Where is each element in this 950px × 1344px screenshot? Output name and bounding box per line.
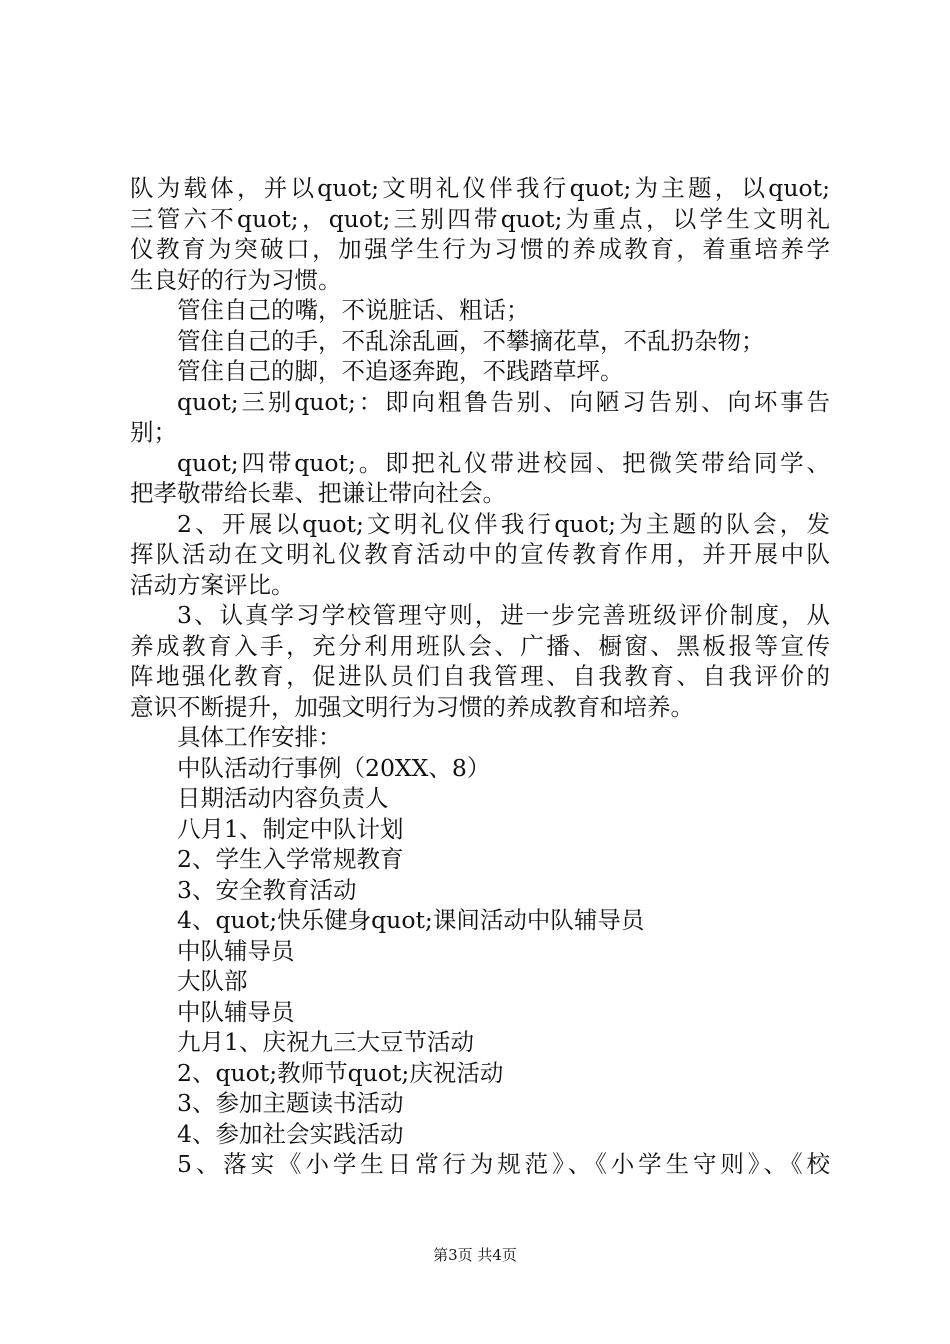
text-line: 管住自己的脚，不追逐奔跑，不践踏草坪。 (177, 357, 624, 385)
paragraph (130, 173, 830, 295)
text-line: 3、安全教育活动 (177, 875, 357, 904)
paragraph (130, 509, 830, 601)
paragraph (130, 936, 830, 967)
text-line: 生良好的行为习惯。 (130, 265, 342, 294)
text-line: 三管六不quot;，quot;三别四带quot;为重点，以学生文明礼 (130, 204, 830, 233)
text-line: 养成教育入手，充分利用班队会、广播、橱窗、黑板报等宣传 (130, 631, 830, 660)
paragraph (130, 600, 830, 722)
text-line: quot;四带quot;。即把礼仪带进校园、把微笑带给同学、 (177, 448, 830, 477)
text-line: quot;三别quot;：即向粗鲁告别、向陋习告别、向坏事告 (177, 387, 830, 416)
paragraph (130, 448, 830, 509)
text-line: 4、quot;快乐健身quot;课间活动中队辅导员 (177, 906, 645, 934)
text-line: 2、开展以quot;文明礼仪伴我行quot;为主题的队会，发 (177, 509, 830, 538)
text-line: 八月1、制定中队计划 (177, 814, 404, 843)
text-line: 3、参加主题读书活动 (177, 1089, 404, 1117)
paragraph (130, 814, 830, 845)
paragraph (130, 783, 830, 814)
paragraph (130, 875, 830, 906)
paragraph (130, 295, 830, 326)
text-line: 管住自己的嘴，不说脏话、粗话； (177, 296, 530, 324)
page-number: 第3页 共4页 (433, 1246, 517, 1264)
paragraph (130, 997, 830, 1028)
text-line: 中队辅导员 (177, 997, 295, 1026)
paragraph (130, 1088, 830, 1119)
paragraph (130, 1149, 830, 1180)
text-line: 活动方案评比。 (130, 570, 295, 599)
text-line: 具体工作安排： (177, 723, 342, 751)
paragraph (130, 966, 830, 997)
paragraph (130, 753, 830, 784)
paragraph (130, 1027, 830, 1058)
page-footer (0, 1245, 950, 1265)
text-line: 大队部 (177, 967, 248, 995)
paragraph (130, 326, 830, 357)
text-line: 日期活动内容负责人 (177, 784, 389, 812)
text-line: 2、quot;教师节quot;庆祝活动 (177, 1058, 504, 1087)
text-line: 中队活动行事例（20XX、8） (177, 753, 491, 782)
paragraph (130, 1119, 830, 1150)
paragraph (130, 905, 830, 936)
paragraph (130, 387, 830, 448)
paragraph (130, 722, 830, 753)
text-line: 别； (130, 418, 177, 446)
text-line: 仪教育为突破口，加强学生行为习惯的养成教育，着重培养学 (130, 235, 830, 263)
paragraph (130, 356, 830, 387)
document-body (130, 173, 830, 1180)
text-line: 队为载体，并以quot;文明礼仪伴我行quot;为主题，以quot; (130, 174, 830, 202)
text-line: 阵地强化教育，促进队员们自我管理、自我教育、自我评价的 (130, 662, 830, 690)
text-line: 意识不断提升，加强文明行为习惯的养成教育和培养。 (130, 692, 694, 721)
paragraph (130, 1058, 830, 1089)
text-line: 把孝敬带给长辈、把谦让带向社会。 (130, 479, 506, 507)
text-line: 2、学生入学常规教育 (177, 845, 404, 873)
text-line: 管住自己的手，不乱涂乱画，不攀摘花草，不乱扔杂物； (177, 326, 765, 355)
text-line: 九月1、庆祝九三大豆节活动 (177, 1028, 474, 1056)
paragraph (130, 844, 830, 875)
text-line: 3、认真学习学校管理守则，进一步完善班级评价制度，从 (177, 601, 830, 629)
text-line: 4、参加社会实践活动 (177, 1119, 404, 1148)
text-line: 中队辅导员 (177, 936, 295, 965)
text-line: 挥队活动在文明礼仪教育活动中的宣传教育作用，并开展中队 (130, 540, 830, 568)
text-line: 5、落实《小学生日常行为规范》、《小学生守则》、《校 (177, 1150, 830, 1178)
